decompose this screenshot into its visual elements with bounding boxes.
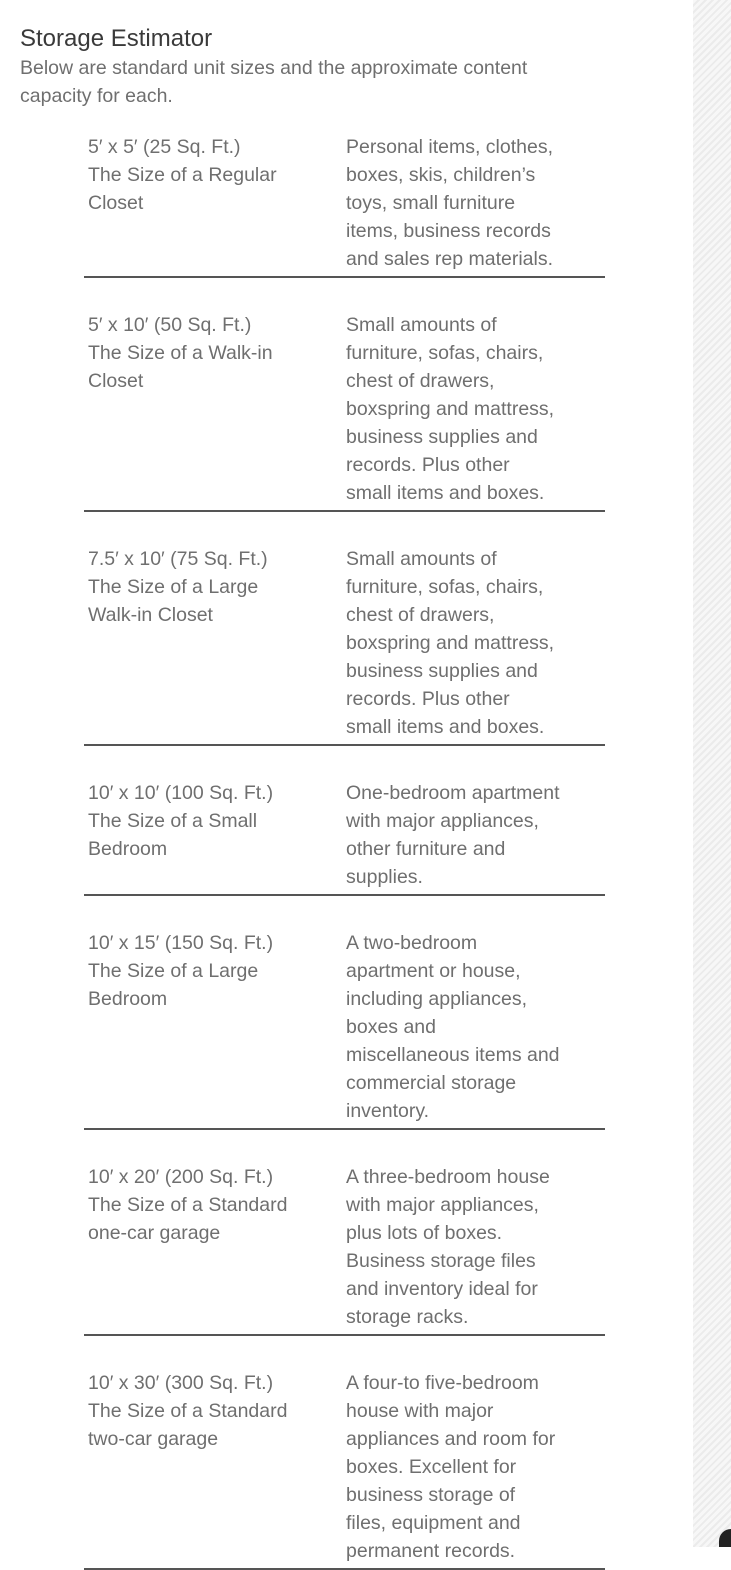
estimator-header [20, 24, 660, 110]
unit-capacity-text: inventory. [346, 1100, 430, 1122]
unit-capacity-cell [346, 1369, 605, 1565]
unit-capacity-text: miscellaneous items and [346, 1044, 560, 1066]
unit-size-cell [84, 1369, 346, 1565]
unit-size-description: The Size of a Large [88, 960, 259, 982]
unit-capacity-text: commercial storage [346, 1072, 517, 1094]
unit-size-description: The Size of a Regular [88, 164, 277, 186]
unit-size-description: Bedroom [88, 988, 168, 1010]
unit-dimensions: 5′ x 5′ (25 Sq. Ft.) [88, 136, 241, 158]
unit-capacity-text: with major appliances, [346, 1194, 539, 1216]
unit-capacity-text: A two-bedroom [346, 932, 478, 954]
unit-dimensions: 10′ x 20′ (200 Sq. Ft.) [88, 1166, 274, 1188]
unit-capacity-text: other furniture and [346, 838, 506, 860]
unit-size-row [84, 896, 605, 1130]
unit-size-cell [84, 1163, 346, 1331]
unit-capacity-text: storage racks. [346, 1306, 469, 1328]
unit-dimensions: 10′ x 10′ (100 Sq. Ft.) [88, 782, 274, 804]
unit-size-description: two-car garage [88, 1428, 219, 1450]
unit-size-description: Walk-in Closet [88, 604, 213, 626]
unit-capacity-text: business supplies and [346, 660, 538, 682]
unit-size-description: The Size of a Standard [88, 1400, 288, 1422]
unit-size-row [84, 1336, 605, 1570]
unit-capacity-text: and inventory ideal for [346, 1278, 538, 1300]
unit-dimensions: 7.5′ x 10′ (75 Sq. Ft.) [88, 548, 268, 570]
unit-size-cell [84, 779, 346, 891]
unit-size-row [84, 1130, 605, 1336]
unit-capacity-cell [346, 779, 605, 891]
unit-capacity-text: furniture, sofas, chairs, [346, 342, 544, 364]
unit-capacity-text: records. Plus other [346, 688, 510, 710]
subtitle-line: Below are standard unit sizes and the approximate content [20, 57, 528, 79]
page-scroll-gutter [693, 0, 731, 1547]
unit-size-description: The Size of a Standard [88, 1194, 288, 1216]
unit-capacity-text: A four-to five-bedroom [346, 1372, 539, 1394]
unit-dimensions: 5′ x 10′ (50 Sq. Ft.) [88, 314, 252, 336]
unit-size-row [84, 133, 605, 278]
unit-size-description: Bedroom [88, 838, 168, 860]
unit-size-cell [84, 545, 346, 741]
unit-capacity-text: Personal items, clothes, [346, 136, 554, 158]
unit-capacity-text: including appliances, [346, 988, 528, 1010]
unit-capacity-cell [346, 1163, 605, 1331]
unit-capacity-text: with major appliances, [346, 810, 539, 832]
unit-capacity-text: Small amounts of [346, 548, 497, 570]
unit-capacity-text: small items and boxes. [346, 716, 545, 738]
unit-capacity-text: files, equipment and [346, 1512, 521, 1534]
unit-capacity-text: chest of drawers, [346, 604, 495, 626]
unit-capacity-cell [346, 311, 605, 507]
unit-capacity-text: plus lots of boxes. [346, 1222, 503, 1244]
unit-dimensions: 10′ x 30′ (300 Sq. Ft.) [88, 1372, 274, 1394]
unit-capacity-text: boxspring and mattress, [346, 632, 555, 654]
unit-size-cell [84, 311, 346, 507]
page-title: Storage Estimator [20, 25, 213, 52]
unit-capacity-text: boxes and [346, 1016, 436, 1038]
unit-capacity-text: apartment or house, [346, 960, 521, 982]
unit-size-description: The Size of a Large [88, 576, 259, 598]
unit-capacity-text: Small amounts of [346, 314, 497, 336]
unit-capacity-text: A three-bedroom house [346, 1166, 550, 1188]
unit-capacity-text: boxspring and mattress, [346, 398, 555, 420]
unit-size-row [84, 278, 605, 512]
unit-dimensions: 10′ x 15′ (150 Sq. Ft.) [88, 932, 274, 954]
unit-capacity-text: furniture, sofas, chairs, [346, 576, 544, 598]
unit-size-row [84, 512, 605, 746]
unit-capacity-text: chest of drawers, [346, 370, 495, 392]
unit-capacity-text: appliances and room for [346, 1428, 556, 1450]
unit-capacity-text: small items and boxes. [346, 482, 545, 504]
unit-size-cell [84, 133, 346, 273]
unit-capacity-text: items, business records [346, 220, 551, 242]
unit-size-description: Closet [88, 192, 144, 214]
unit-capacity-text: business storage of [346, 1484, 516, 1506]
unit-capacity-text: boxes. Excellent for [346, 1456, 517, 1478]
unit-capacity-text: records. Plus other [346, 454, 510, 476]
unit-capacity-cell [346, 929, 605, 1125]
unit-capacity-text: toys, small furniture [346, 192, 516, 214]
unit-size-description: Closet [88, 370, 144, 392]
unit-capacity-text: boxes, skis, children’s [346, 164, 536, 186]
unit-size-cell [84, 929, 346, 1125]
unit-size-row [84, 746, 605, 896]
unit-size-description: one-car garage [88, 1222, 221, 1244]
unit-size-table [84, 133, 605, 1570]
unit-capacity-text: Business storage files [346, 1250, 536, 1272]
unit-size-description: The Size of a Small [88, 810, 258, 832]
unit-capacity-cell [346, 133, 605, 273]
page-subtitle [20, 54, 660, 110]
unit-capacity-text: house with major [346, 1400, 494, 1422]
unit-capacity-text: and sales rep materials. [346, 248, 554, 270]
subtitle-line: capacity for each. [20, 85, 173, 107]
unit-capacity-text: One-bedroom apartment [346, 782, 560, 804]
unit-capacity-text: supplies. [346, 866, 423, 888]
unit-capacity-text: business supplies and [346, 426, 538, 448]
unit-capacity-cell [346, 545, 605, 741]
unit-capacity-text: permanent records. [346, 1540, 516, 1562]
scroll-corner-icon [719, 1529, 731, 1547]
unit-size-description: The Size of a Walk-in [88, 342, 273, 364]
